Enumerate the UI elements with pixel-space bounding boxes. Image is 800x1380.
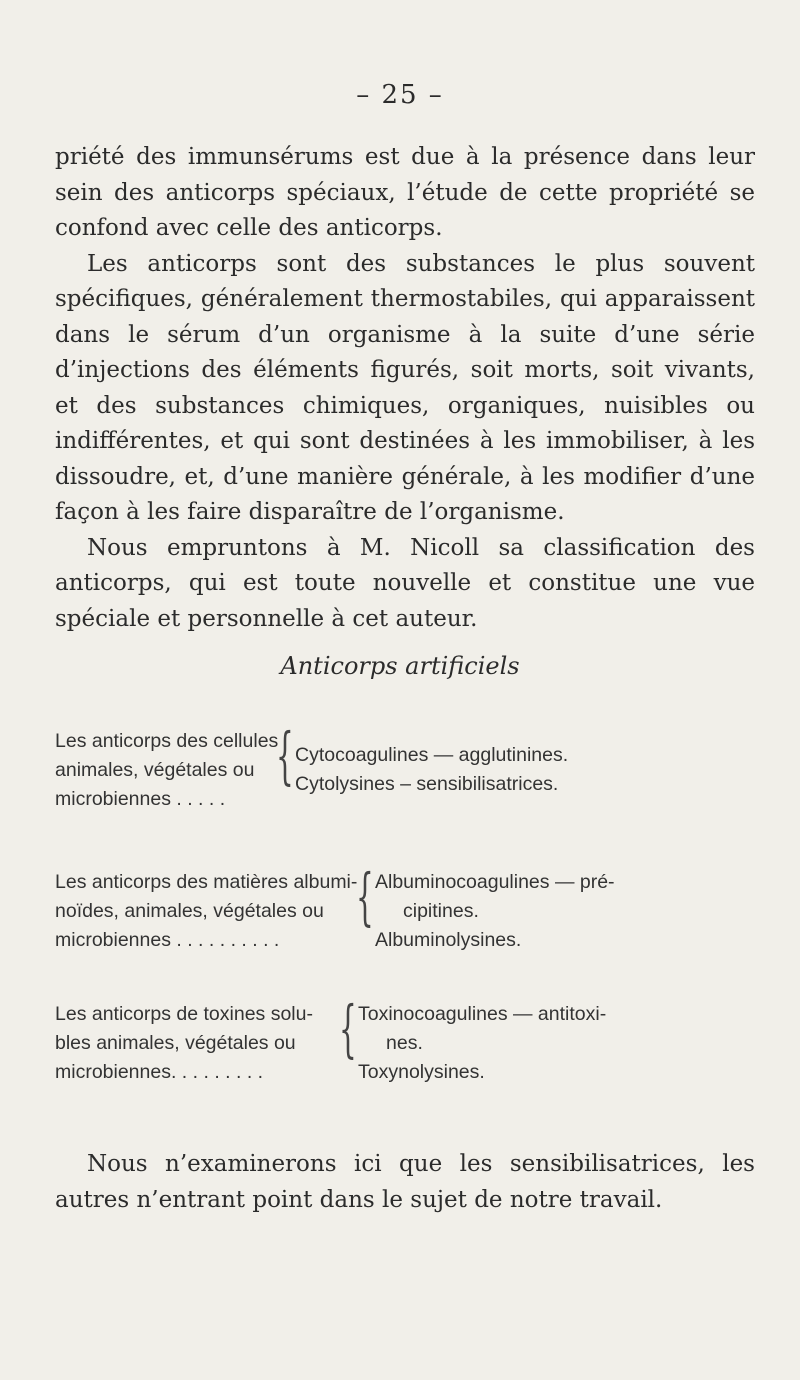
group-types [358,1000,768,1087]
group-types [375,868,765,955]
type-line: Cytocoagulines — agglutinines. [295,744,569,766]
subject-line: bles animales, végétales ou [55,1032,296,1054]
type-line: Albuminocoagulines — pré- [375,871,615,893]
classification-group [55,719,765,817]
subject-line: animales, végétales ou [55,759,255,781]
subject-line: Les anticorps de toxines solu- [55,1003,313,1025]
paragraph-1: priété des immunsérums est due à la présence dans leur sein des anticorps spéciaux, l’étude de cette propriété se confond avec celle des anticorps. [55,144,755,241]
type-line: Cytolysines – sensibilisatrices. [295,773,559,795]
group-subject [55,1000,313,1087]
paragraph-3: Nous empruntons à M. Nicoll sa classification des anticorps, qui est toute nouvelle et constitue une vue spéciale et personnelle à cet auteur. [55,534,755,632]
paragraph-2: Les anticorps sont des substances le plus souvent spécifiques, généralement thermostabiles, qui apparaissent dans le sérum d’un organisme à la suite d’une série d’injections des éléments figurés, soit morts, soit vivants, et des substances chimiques, organiques, nuisibles ou indifférentes, et qui sont destinées à les immobiliser, à les dissoudre, et, d’une manière générale, à les modifier d’une façon à les faire disparaître de l’organisme. [55,250,755,525]
brace-glyph: { [276,719,294,792]
classification-group [55,860,765,958]
subject-line: noïdes, animales, végétales ou [55,900,324,922]
intro-text [55,140,755,637]
brace-glyph: { [339,992,357,1065]
classification-group [55,992,765,1090]
group-subject [55,727,285,814]
page-number: – 25 – [356,80,444,110]
subject-line: microbiennes. . . . . . . . . [55,1061,264,1083]
section-title: Anticorps artificiels [280,652,520,680]
subject-line: microbiennes . . . . . . . . . . [55,929,280,951]
type-line: Toxynolysines. [358,1061,485,1083]
type-line: Albuminolysines. [375,929,522,951]
subject-line: Les anticorps des matières albumi- [55,871,358,893]
subject-line: microbiennes . . . . . [55,788,226,810]
brace-glyph: { [356,860,374,933]
type-line: nes. [386,1032,423,1054]
conclusion-paragraph: Nous n’examinerons ici que les sensibilisatrices, les autres n’entrant point dans le sujet de notre travail. [55,1151,755,1213]
group-types [295,741,765,799]
group-subject [55,868,357,955]
subject-line: Les anticorps des cellules [55,730,279,752]
type-line: cipitines. [403,900,479,922]
type-line: Toxinocoagulines — antitoxi- [358,1003,607,1025]
